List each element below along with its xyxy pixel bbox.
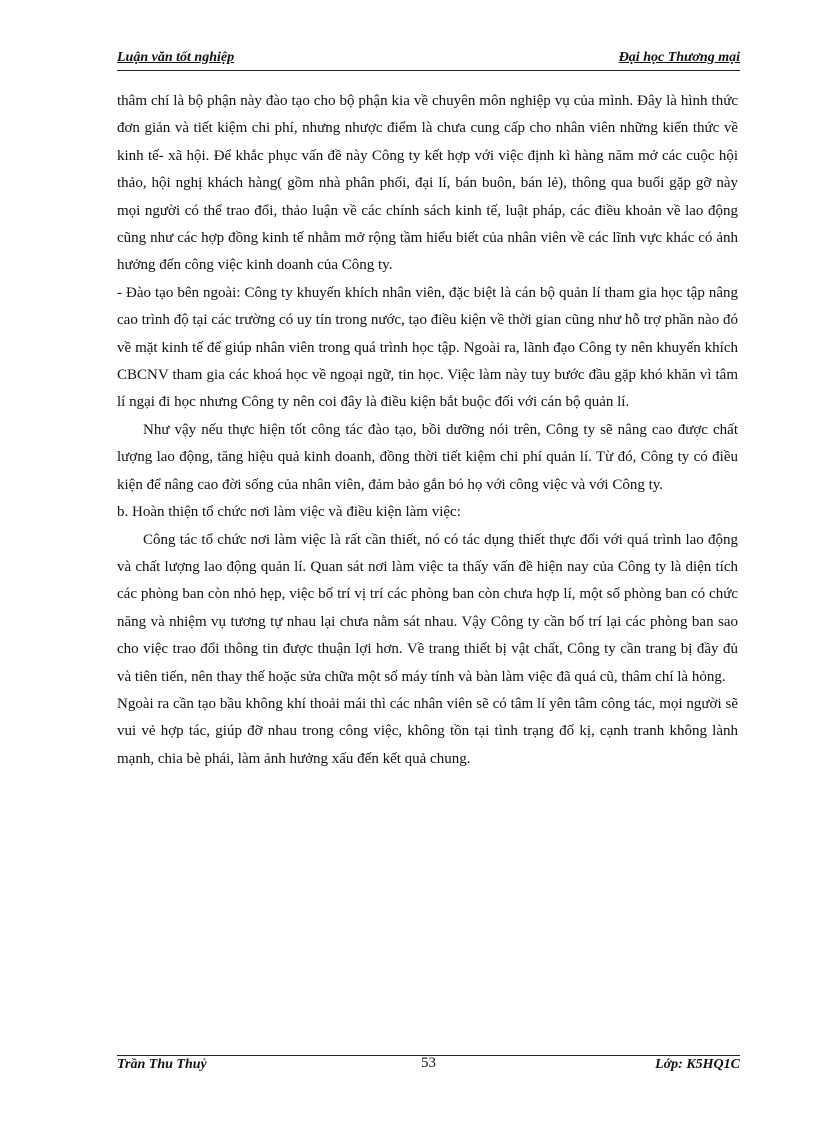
paragraph-workplace-organization: Công tác tổ chức nơi làm việc là rất cần thiết, nó có tác dụng thiết thực đối với quá trình lao động và chất lượng lao động quản lí. Quan sát nơi làm việc ta thấy vấn đề hiện nay của Công ty là diện tích các phòng ban còn nhỏ hẹp, việc bố trí vị trí các phòng ban còn chưa hợp lí, một số phòng ban có chức năng và nhiệm vụ tương tự nhau lại chưa nằm sát nhau. Vậy Công ty cần bố trí lại các phòng ban sao cho việc trao đổi thông tin được thuận lợi hơn. Về trang thiết bị vật chất, Công ty cần trang bị đầy đủ và tiên tiến, nên thay thế hoặc sửa chữa một số máy tính và bàn làm việc đã quá cũ, thâm chí là hỏng.: [117, 531, 738, 685]
page-footer: [117, 1057, 740, 1079]
footer-class: Lớp: K5HQ1C: [655, 1057, 740, 1072]
paragraph-external-training: - Đào tạo bên ngoài: Công ty khuyến khích nhân viên, đặc biệt là cán bộ quản lí tham gia học tập nâng cao trình độ tại các trường có uy tín trong nước, tạo điều kiện về thời gian cũng như hỗ trợ phần nào đó về mặt kinh tế để giúp nhân viên trong quá trình học tập. Ngoài ra, lãnh đạo Công ty nên khuyến khích CBCNV tham gia các khoá học về ngoại ngữ, tin học. Việc làm này tuy bước đầu gặp khó khăn vì tâm lí ngại đi học nhưng Công ty nên coi đây là điều kiện bắt buộc đối với cán bộ quản lí.: [117, 284, 738, 411]
footer-page-number: 53: [421, 1055, 436, 1071]
paragraph-work-atmosphere: Ngoài ra cần tạo bầu không khí thoải mái thì các nhân viên sẽ có tâm lí yên tâm công tác, mọi người sẽ vui vẻ hợp tác, giúp đỡ nhau trong công việc, không tồn tại tình trạng đố kị, cạnh tranh không lành mạnh, chia bè phái, làm ảnh hưởng xấu đến kết quả chung.: [117, 695, 738, 767]
page-header: [117, 50, 740, 70]
header-thesis-title: Luận văn tốt nghiệp: [117, 50, 235, 65]
section-heading-b: b. Hoàn thiện tổ chức nơi làm việc và điều kiện làm việc:: [117, 504, 461, 521]
paragraph-internal-training: thâm chí là bộ phận này đào tạo cho bộ phận kia về chuyên môn nghiệp vụ của mình. Đây là hình thức đơn giản và tiết kiệm chi phí, nhưng nhược điểm là chưa cung cấp cho nhân viên những kiến thức về kinh tế- xã hội. Để khắc phục vấn đề này Công ty kết hợp với việc định kì hàng năm mở các cuộc hội thảo, hội nghị khách hàng( gồm nhà phân phối, đại lí, bán buôn, bán lẻ), thông qua buổi gặp gỡ này mọi người có thể trao đổi, thảo luận về các chính sách kinh tế, luật pháp, các điều khoản về lao động cũng như các hợp đồng kinh tế nhằm mở rộng tầm hiểu biết của nhân viên về các lĩnh vực khác có ảnh hưởng đến công việc kinh doanh của Công ty.: [117, 93, 738, 274]
paragraph-training-summary: Như vậy nếu thực hiện tốt công tác đào tạo, bồi dưỡng nói trên, Công ty sẽ nâng cao được chất lượng lao động, tăng hiệu quả kinh doanh, đồng thời tiết kiệm chi phí quản lí. Từ đó, Công ty có điều kiện để nâng cao đời sống của nhân viên, đảm bảo gắn bó họ với công việc và với Công ty.: [117, 421, 738, 493]
page-body: [117, 88, 738, 773]
header-divider: [117, 70, 740, 71]
footer-author: Trần Thu Thuỷ: [117, 1057, 207, 1072]
header-university: Đại học Thương mại: [618, 50, 740, 65]
